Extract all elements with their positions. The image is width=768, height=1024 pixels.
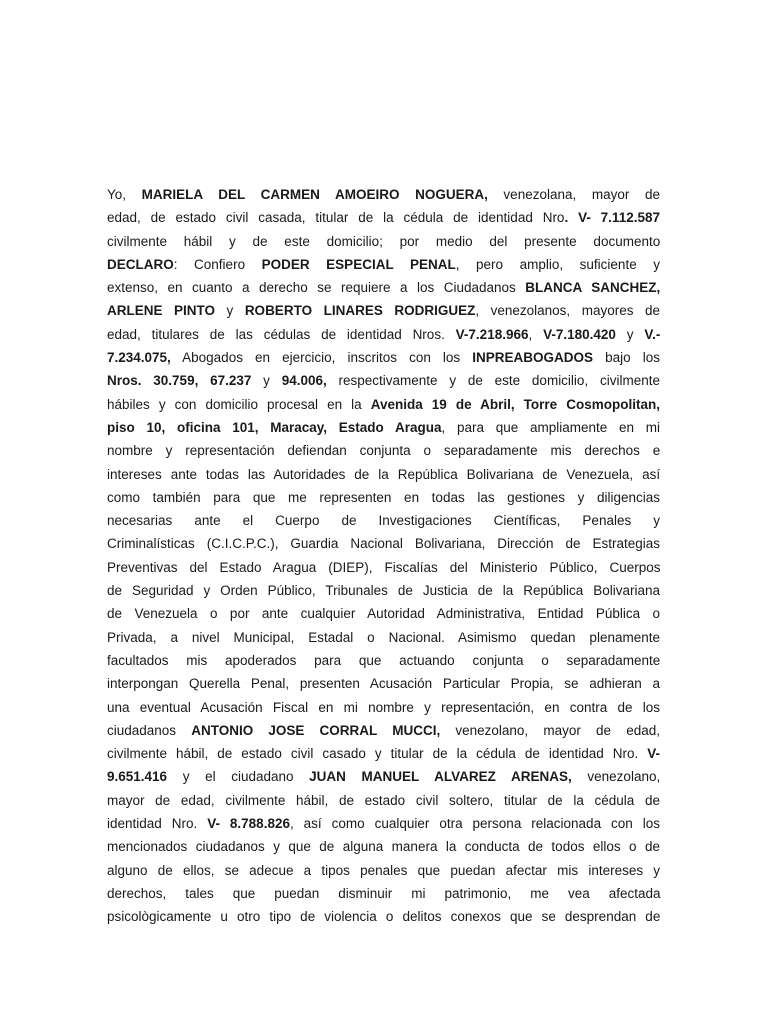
text-line xyxy=(107,672,660,695)
text-run: hábiles y con domicilio procesal en la xyxy=(107,396,371,412)
text-line xyxy=(107,649,660,672)
text-run: alguno de ellos, se adecue a tipos penales que puedan afectar mis intereses y xyxy=(107,862,661,878)
text-line xyxy=(107,532,660,555)
text-run: psicològicamente u otro tipo de violencia o delitos conexos que se desprendan de xyxy=(107,909,661,925)
text-run: edad, de estado civil casada, titular de la cédula de identidad Nro xyxy=(107,210,565,226)
text-run: y el ciudadano xyxy=(167,769,310,785)
text-line xyxy=(107,742,660,765)
text-run: y xyxy=(251,373,282,389)
bold-text-run: . V- 7.112.587 xyxy=(564,210,660,226)
text-line xyxy=(107,905,660,928)
text-line xyxy=(107,719,660,742)
bold-text-run: JUAN MANUEL ALVAREZ ARENAS, xyxy=(309,769,572,785)
bold-text-run: 7.234.075, xyxy=(107,350,171,366)
text-run: edad, titulares de las cédulas de identidad Nros. xyxy=(107,326,456,342)
document-body xyxy=(107,183,660,929)
text-run: interpongan Querella Penal, presenten Acusación Particular Propia, se adhieran a xyxy=(107,676,660,692)
bold-text-run: PODER ESPECIAL PENAL xyxy=(261,256,456,272)
text-run: , así como cualquier otra persona relacionada con los xyxy=(289,816,660,832)
text-run: : Confiero xyxy=(173,256,262,272)
text-run: Privada, a nivel Municipal, Estadal o Nacional. Asimismo quedan plenamente xyxy=(107,629,660,645)
bold-text-run: Nros. 30.759, 67.237 xyxy=(107,373,252,389)
text-line xyxy=(107,230,660,253)
bold-text-run: BLANCA SANCHEZ, xyxy=(525,280,661,296)
text-run: mayor de edad, civilmente hábil, de estado civil soltero, titular de la cédula de xyxy=(107,792,660,808)
text-run: nombre y representación defiendan conjunta o separadamente mis derechos e xyxy=(107,443,661,459)
text-run: civilmente hábil, de estado civil casado y titular de la cédula de identidad Nro. xyxy=(107,746,648,762)
bold-text-run: 94.006, xyxy=(281,373,327,389)
text-run: de Venezuela o por ante cualquier Autoridad Administrativa, Entidad Pública o xyxy=(107,606,661,622)
text-run: y xyxy=(215,303,245,319)
text-line xyxy=(107,509,660,532)
text-run: , venezolanos, mayores de xyxy=(475,303,660,319)
bold-text-run: V-7.180.420 xyxy=(543,326,616,342)
text-line xyxy=(107,696,660,719)
text-run: respectivamente y de este domicilio, civilmente xyxy=(326,373,660,389)
text-run: de Seguridad y Orden Público, Tribunales de Justicia de la República Bolivariana xyxy=(107,583,660,599)
text-run: intereses ante todas las Autoridades de la República Bolivariana de Venezuela, así xyxy=(107,466,661,482)
text-line xyxy=(107,626,660,649)
text-line xyxy=(107,765,660,788)
text-run: derechos, tales que puedan disminuir mi patrimonio, me vea afectada xyxy=(107,885,661,901)
text-line xyxy=(107,299,660,322)
bold-text-run: V.- xyxy=(644,326,661,342)
text-line xyxy=(107,789,660,812)
bold-text-run: ROBERTO LINARES RODRIGUEZ xyxy=(244,303,476,319)
text-line xyxy=(107,812,660,835)
text-run: identidad Nro. xyxy=(107,816,208,832)
text-run: mencionados ciudadanos y que de alguna manera la conducta de todos ellos o de xyxy=(107,839,660,855)
text-line xyxy=(107,439,660,462)
bold-text-run: V-7.218.966 xyxy=(455,326,529,342)
text-line xyxy=(107,206,660,229)
text-run: venezolana, mayor de xyxy=(487,187,660,202)
text-line xyxy=(107,416,660,439)
text-line xyxy=(107,859,660,882)
text-run: civilmente hábil y de este domicilio; por medio del presente documento xyxy=(107,233,661,249)
text-line xyxy=(107,602,660,625)
text-run: venezolano, xyxy=(571,769,661,785)
text-run: Abogados en ejercicio, inscritos con los xyxy=(170,350,473,366)
bold-text-run: Avenida 19 de Abril, Torre Cosmopolitan, xyxy=(370,396,660,412)
text-line xyxy=(107,393,660,416)
text-run: venezolano, mayor de edad, xyxy=(440,722,660,738)
text-run: , para que ampliamente en mi xyxy=(441,419,660,435)
bold-text-run: MARIELA DEL CARMEN AMOEIRO NOGUERA, xyxy=(141,187,488,202)
text-line xyxy=(107,463,660,486)
text-run: y xyxy=(615,326,645,342)
text-run: facultados mis apoderados para que actuando conjunta o separadamente xyxy=(107,652,661,668)
text-run: Preventivas del Estado Aragua (DIEP), Fiscalías del Ministerio Público, Cuerpos xyxy=(107,559,661,575)
bold-text-run: INPREABOGADOS xyxy=(472,350,594,366)
text-line xyxy=(107,323,660,346)
text-line xyxy=(107,486,660,509)
bold-text-run: piso 10, oficina 101, Maracay, Estado Aragua xyxy=(107,419,442,435)
text-line xyxy=(107,835,660,858)
text-run: como también para que me representen en todas las gestiones y diligencias xyxy=(107,489,660,505)
text-run: una eventual Acusación Fiscal en mi nombre y representación, en contra de los xyxy=(107,699,660,715)
text-line xyxy=(107,253,660,276)
bold-text-run: V- xyxy=(647,746,660,762)
text-run: , xyxy=(528,326,544,342)
text-run: Criminalísticas (C.I.C.P.C.), Guardia Nacional Bolivariana, Dirección de Estrategias xyxy=(107,536,660,552)
text-line xyxy=(107,882,660,905)
text-run: bajo los xyxy=(593,350,660,366)
bold-text-run: ARLENE PINTO xyxy=(107,303,216,319)
text-line xyxy=(107,556,660,579)
bold-text-run: DECLARO xyxy=(107,256,174,272)
text-line xyxy=(107,346,660,369)
bold-text-run: ANTONIO JOSE CORRAL MUCCI, xyxy=(191,722,441,738)
text-run: extenso, en cuanto a derecho se requiere a los Ciudadanos xyxy=(107,280,526,296)
text-run: ciudadanos xyxy=(107,722,192,738)
text-line xyxy=(107,369,660,392)
bold-text-run: V- 8.788.826 xyxy=(207,816,290,832)
text-run: Yo, xyxy=(107,187,142,202)
bold-text-run: 9.651.416 xyxy=(107,769,168,785)
text-line xyxy=(107,276,660,299)
text-run: , pero amplio, suficiente y xyxy=(455,256,660,272)
text-line xyxy=(107,579,660,602)
text-run: necesarias ante el Cuerpo de Investigaciones Científicas, Penales y xyxy=(107,513,660,529)
text-line xyxy=(107,183,660,206)
